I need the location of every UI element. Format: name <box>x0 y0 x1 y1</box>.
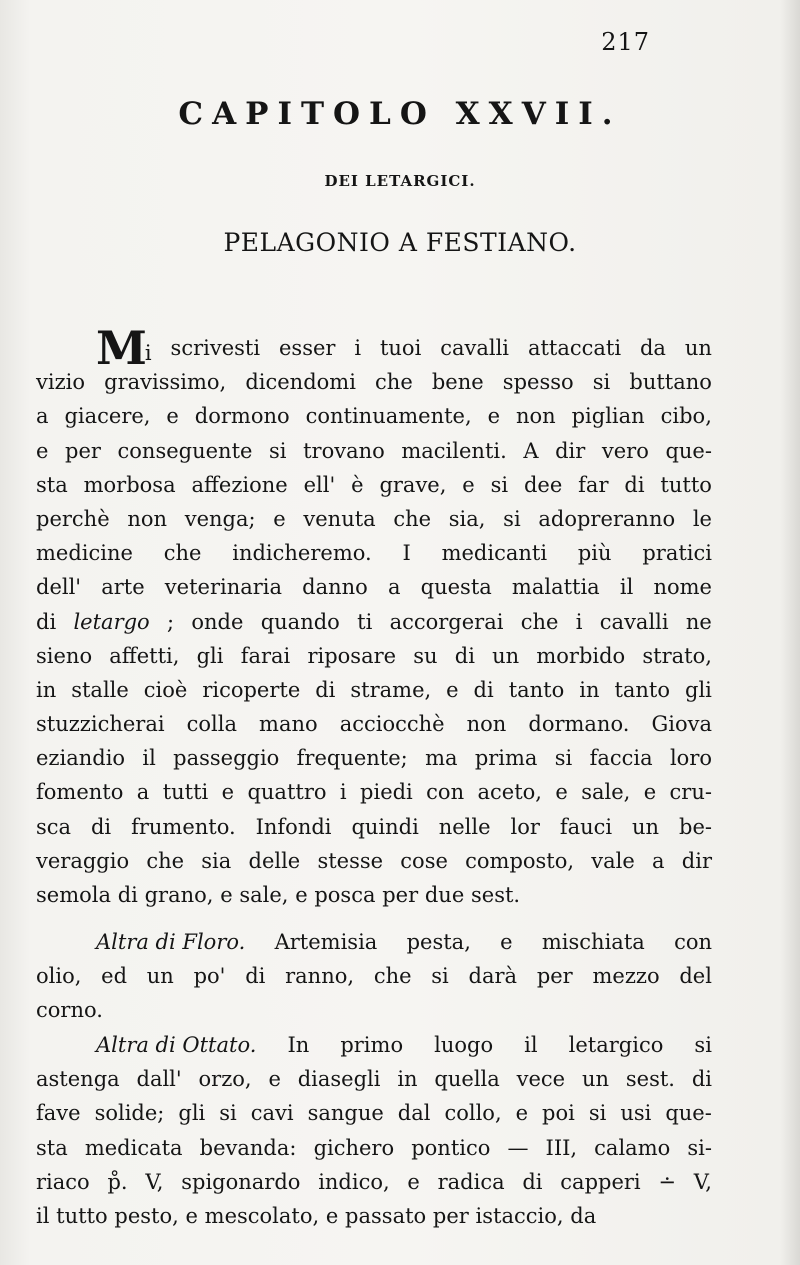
word: sest. <box>625 1067 675 1092</box>
word: buttano <box>629 370 712 395</box>
word: grave, <box>379 472 447 497</box>
word: i <box>339 780 347 805</box>
word: per <box>536 964 573 989</box>
word: il <box>619 575 634 600</box>
text-line <box>36 1131 712 1165</box>
word: gli <box>178 1101 206 1126</box>
word: vizio <box>36 370 86 395</box>
word: diasegli <box>297 1067 381 1092</box>
word: un <box>632 814 660 839</box>
word: sta <box>36 472 68 497</box>
word: sca <box>36 814 72 839</box>
word: radica <box>437 1169 505 1194</box>
word: stalle <box>71 677 129 702</box>
word: posca <box>314 883 376 907</box>
word: continuamente, <box>305 404 472 429</box>
word: vece <box>516 1067 566 1092</box>
word: ranno, <box>285 964 355 989</box>
word: affetti, <box>109 643 180 668</box>
word: A <box>523 438 539 463</box>
word: tanto <box>614 677 671 702</box>
word: da <box>570 1203 597 1228</box>
word: usi <box>620 1101 652 1126</box>
text-line <box>36 1062 712 1096</box>
word: fomento <box>36 780 124 805</box>
word: cavi <box>250 1101 294 1126</box>
word: macilenti. <box>401 438 507 463</box>
word: a <box>652 848 665 873</box>
paragraph-2 <box>36 925 712 1028</box>
word: p̊. <box>107 1169 128 1194</box>
word: di <box>691 1067 712 1092</box>
word: mezzo <box>592 964 660 989</box>
text-line <box>36 536 712 570</box>
word: il <box>142 746 156 771</box>
word: venuta <box>303 506 376 531</box>
word: e <box>515 1101 529 1126</box>
word: farai <box>240 643 291 668</box>
word: di <box>454 643 475 668</box>
word: spesso <box>502 370 574 395</box>
word: faccia <box>589 746 653 771</box>
drop-cap: M <box>96 321 147 375</box>
word: loro <box>669 746 712 771</box>
word: olio, <box>36 964 82 989</box>
word: sale, <box>581 780 631 805</box>
word: e <box>555 780 568 805</box>
word: per <box>382 883 419 907</box>
word: gravissimo, <box>104 370 227 395</box>
word: eziandio <box>36 746 126 771</box>
word: frequente; <box>296 746 408 771</box>
word: che <box>393 506 432 531</box>
word: a <box>136 780 150 805</box>
word: I <box>402 541 411 566</box>
word: scrivesti <box>170 336 261 360</box>
word: cibo, <box>660 404 712 429</box>
word: cru- <box>669 780 712 805</box>
word: di <box>90 814 112 839</box>
page-number: 217 <box>601 28 650 56</box>
word: dormano. <box>528 712 630 737</box>
word: vale <box>591 848 635 873</box>
word: morbosa <box>83 472 176 497</box>
word: le <box>692 506 712 531</box>
word: Altra di Ottato. <box>96 1033 257 1057</box>
word: dir <box>555 438 586 463</box>
word: un <box>581 1067 610 1092</box>
word: di <box>245 964 266 989</box>
word: astenga <box>36 1067 120 1092</box>
word: In <box>287 1033 310 1057</box>
word: e <box>446 677 459 702</box>
word: semola <box>36 883 111 907</box>
text-line <box>36 741 712 775</box>
word: medicanti <box>441 541 548 566</box>
text-line <box>36 570 712 604</box>
word: ∸ <box>658 1169 676 1194</box>
word: dormono <box>194 404 290 429</box>
word: cavalli <box>599 609 669 634</box>
word: luogo <box>434 1033 494 1057</box>
word: po' <box>193 964 226 989</box>
word: Altra di Floro. <box>96 930 246 954</box>
word: che <box>375 370 413 395</box>
word: e <box>462 472 475 497</box>
word: e <box>36 438 49 463</box>
word: mano <box>259 712 318 737</box>
text-line <box>36 707 712 741</box>
word: dee <box>523 472 563 497</box>
word: su <box>413 643 438 668</box>
text-line <box>36 673 712 707</box>
word: capperi <box>560 1169 641 1194</box>
word: solide; <box>94 1101 165 1126</box>
word: medicine <box>36 541 133 566</box>
paragraph-3 <box>36 1028 712 1233</box>
word: istaccio, <box>475 1203 564 1228</box>
word: e <box>295 883 308 907</box>
word: sia, <box>448 506 486 531</box>
word: tuoi <box>379 336 422 360</box>
word: delle <box>248 848 301 873</box>
word: Infondi <box>255 814 332 839</box>
word: dall' <box>136 1067 182 1092</box>
word: di <box>117 883 138 907</box>
word: tutto <box>56 1203 108 1228</box>
word: quindi <box>351 814 419 839</box>
word: orzo, <box>198 1067 252 1092</box>
word: passeggio <box>173 746 280 771</box>
word: passato <box>345 1203 427 1228</box>
word: strame, <box>350 677 432 702</box>
word: V, <box>693 1169 712 1194</box>
section-heading: PELAGONIO A FESTIANO. <box>223 228 577 257</box>
word: veraggio <box>36 848 130 873</box>
word: pesta, <box>406 930 471 954</box>
word: nelle <box>438 814 491 839</box>
word: e <box>407 1169 420 1194</box>
word: Giova <box>651 712 712 737</box>
word: bene <box>431 370 484 395</box>
text-line <box>36 810 712 844</box>
word: di <box>36 609 57 634</box>
word: in <box>579 677 600 702</box>
word: aceto, <box>477 780 542 805</box>
word: un <box>146 964 174 989</box>
word: primo <box>340 1033 404 1057</box>
word: — <box>507 1135 529 1160</box>
word: III, <box>545 1135 578 1160</box>
word: e <box>500 930 513 954</box>
word: Mi <box>96 321 152 375</box>
word: calamo <box>594 1135 671 1160</box>
word: un <box>492 643 520 668</box>
word: quattro <box>247 780 327 805</box>
word: e <box>325 1203 339 1228</box>
word: tutto <box>660 472 712 497</box>
word: venga; <box>184 506 256 531</box>
word: stesse <box>317 848 384 873</box>
word: acciocchè <box>339 712 445 737</box>
word: per <box>65 438 101 463</box>
word: malattia <box>511 575 600 600</box>
word: a <box>36 404 49 429</box>
word: di <box>624 472 645 497</box>
word: sieno <box>36 643 93 668</box>
text-line <box>36 844 712 878</box>
word: danno <box>302 575 368 600</box>
text-line <box>36 1096 712 1130</box>
word: stuzzicherai <box>36 712 165 737</box>
word: il <box>524 1033 538 1057</box>
word: riposare <box>307 643 397 668</box>
word: nome <box>653 575 712 600</box>
word: di <box>315 677 336 702</box>
text-line <box>36 878 712 912</box>
word: mescolato, <box>204 1203 320 1228</box>
word: V, <box>145 1169 164 1194</box>
word: che <box>373 964 412 989</box>
word: gichero <box>313 1135 395 1160</box>
chapter-subtitle: DEI LETARGICI. <box>324 172 476 190</box>
word: fauci <box>559 814 613 839</box>
word: colla <box>186 712 237 737</box>
word: dal <box>397 1101 431 1126</box>
word: trovano <box>303 438 385 463</box>
word: si- <box>687 1135 712 1160</box>
word: a <box>387 575 401 600</box>
word: si <box>694 1033 712 1057</box>
word: e <box>166 404 179 429</box>
word: e <box>221 780 235 805</box>
word: questa <box>420 575 492 600</box>
word: indicheremo. <box>232 541 372 566</box>
word: giacere, <box>64 404 151 429</box>
word: perchè <box>36 506 110 531</box>
word: che <box>520 609 559 634</box>
word: dell' <box>36 575 82 600</box>
word: ed <box>101 964 128 989</box>
word: il <box>36 1203 50 1228</box>
word: ; <box>167 609 175 634</box>
text-line <box>36 775 712 809</box>
word: Artemisia <box>274 930 378 954</box>
word: con <box>674 930 712 954</box>
word: cavalli <box>440 336 510 360</box>
word: ricoperte <box>202 677 301 702</box>
word: quella <box>434 1067 500 1092</box>
word: tutti <box>162 780 209 805</box>
word: cose <box>400 848 448 873</box>
word: vero <box>601 438 649 463</box>
word: da <box>639 336 666 360</box>
text-line <box>36 1199 712 1233</box>
word: si <box>588 1101 607 1126</box>
word: si <box>503 506 521 531</box>
word: per <box>432 1203 469 1228</box>
text-line <box>36 925 712 959</box>
word: sest. <box>470 883 521 907</box>
paragraph-1 <box>36 321 712 912</box>
word: si <box>490 472 509 497</box>
word: e <box>268 1067 281 1092</box>
text-line <box>36 605 712 639</box>
word: e <box>487 404 501 429</box>
text-line <box>36 1028 712 1062</box>
word: ell' <box>303 472 336 497</box>
word: gli <box>685 677 712 702</box>
word: lor <box>510 814 540 839</box>
word: que- <box>665 438 712 463</box>
word: piglian <box>571 404 645 429</box>
word: collo, <box>444 1101 502 1126</box>
word: strato, <box>642 643 712 668</box>
text-line <box>36 1165 712 1199</box>
word: due <box>424 883 465 907</box>
word: onde <box>191 609 244 634</box>
word: arte <box>101 575 145 600</box>
word: sta <box>36 1135 68 1160</box>
word: indico, <box>318 1169 390 1194</box>
word: in <box>397 1067 418 1092</box>
word: affezione <box>191 472 288 497</box>
word: con <box>426 780 465 805</box>
word: pontico <box>411 1135 491 1160</box>
word: più <box>577 541 612 566</box>
word: esser <box>278 336 336 360</box>
word: si <box>219 1101 237 1126</box>
word: piedi <box>360 780 413 805</box>
word: i <box>354 336 362 360</box>
text-line <box>36 959 712 993</box>
word: fave <box>36 1101 81 1126</box>
text-line <box>36 639 712 673</box>
word: e <box>220 883 233 907</box>
word: ne <box>685 609 712 634</box>
word: adopreranno <box>538 506 676 531</box>
word: bevanda: <box>199 1135 297 1160</box>
word: e <box>185 1203 198 1228</box>
word: darà <box>468 964 518 989</box>
word: in <box>36 677 57 702</box>
word: accorgerai <box>389 609 504 634</box>
word: ti <box>357 609 373 634</box>
word: dir <box>681 848 712 873</box>
word: si <box>431 964 449 989</box>
word: si <box>269 438 287 463</box>
word: conseguente <box>117 438 253 463</box>
word: pesto, <box>114 1203 179 1228</box>
word: pratici <box>642 541 712 566</box>
text-line <box>36 993 712 1027</box>
word: medicata <box>84 1135 183 1160</box>
word: e <box>273 506 286 531</box>
text-line <box>36 365 712 399</box>
text-line <box>36 434 712 468</box>
word: grano, <box>144 883 214 907</box>
word: morbido <box>536 643 626 668</box>
word: non <box>515 404 556 429</box>
text-line <box>36 399 712 433</box>
word: gli <box>196 643 224 668</box>
word: cioè <box>143 677 188 702</box>
word: di <box>522 1169 543 1194</box>
chapter-title: CAPITOLO XXVII. <box>178 96 622 132</box>
word: di <box>473 677 494 702</box>
text-line <box>36 321 712 375</box>
word: far <box>578 472 609 497</box>
word: frumento. <box>131 814 236 839</box>
word: be- <box>679 814 712 839</box>
word: letargo <box>73 609 150 634</box>
word: quando <box>260 609 340 634</box>
word: veterinaria <box>164 575 283 600</box>
word: si <box>554 746 573 771</box>
word: sia <box>201 848 232 873</box>
word: corno. <box>36 998 103 1023</box>
word: prima <box>474 746 538 771</box>
word: spigonardo <box>181 1169 301 1194</box>
word: si <box>592 370 611 395</box>
word: ma <box>425 746 458 771</box>
word: non <box>466 712 507 737</box>
word: mischiata <box>541 930 645 954</box>
word: i <box>575 609 583 634</box>
word: letargico <box>568 1033 664 1057</box>
word: del <box>679 964 712 989</box>
word: composto, <box>465 848 575 873</box>
word: sale, <box>239 883 289 907</box>
word: riaco <box>36 1169 90 1194</box>
word: dicendomi <box>245 370 356 395</box>
word: tanto <box>508 677 565 702</box>
text-line <box>36 468 712 502</box>
word: che <box>163 541 202 566</box>
word: è <box>351 472 364 497</box>
text-line <box>36 502 712 536</box>
word: non <box>127 506 168 531</box>
word: che <box>146 848 185 873</box>
word: que- <box>665 1101 712 1126</box>
word: sangue <box>307 1101 384 1126</box>
word: attaccati <box>527 336 622 360</box>
word: poi <box>542 1101 575 1126</box>
word: un <box>684 336 712 360</box>
word: e <box>643 780 657 805</box>
